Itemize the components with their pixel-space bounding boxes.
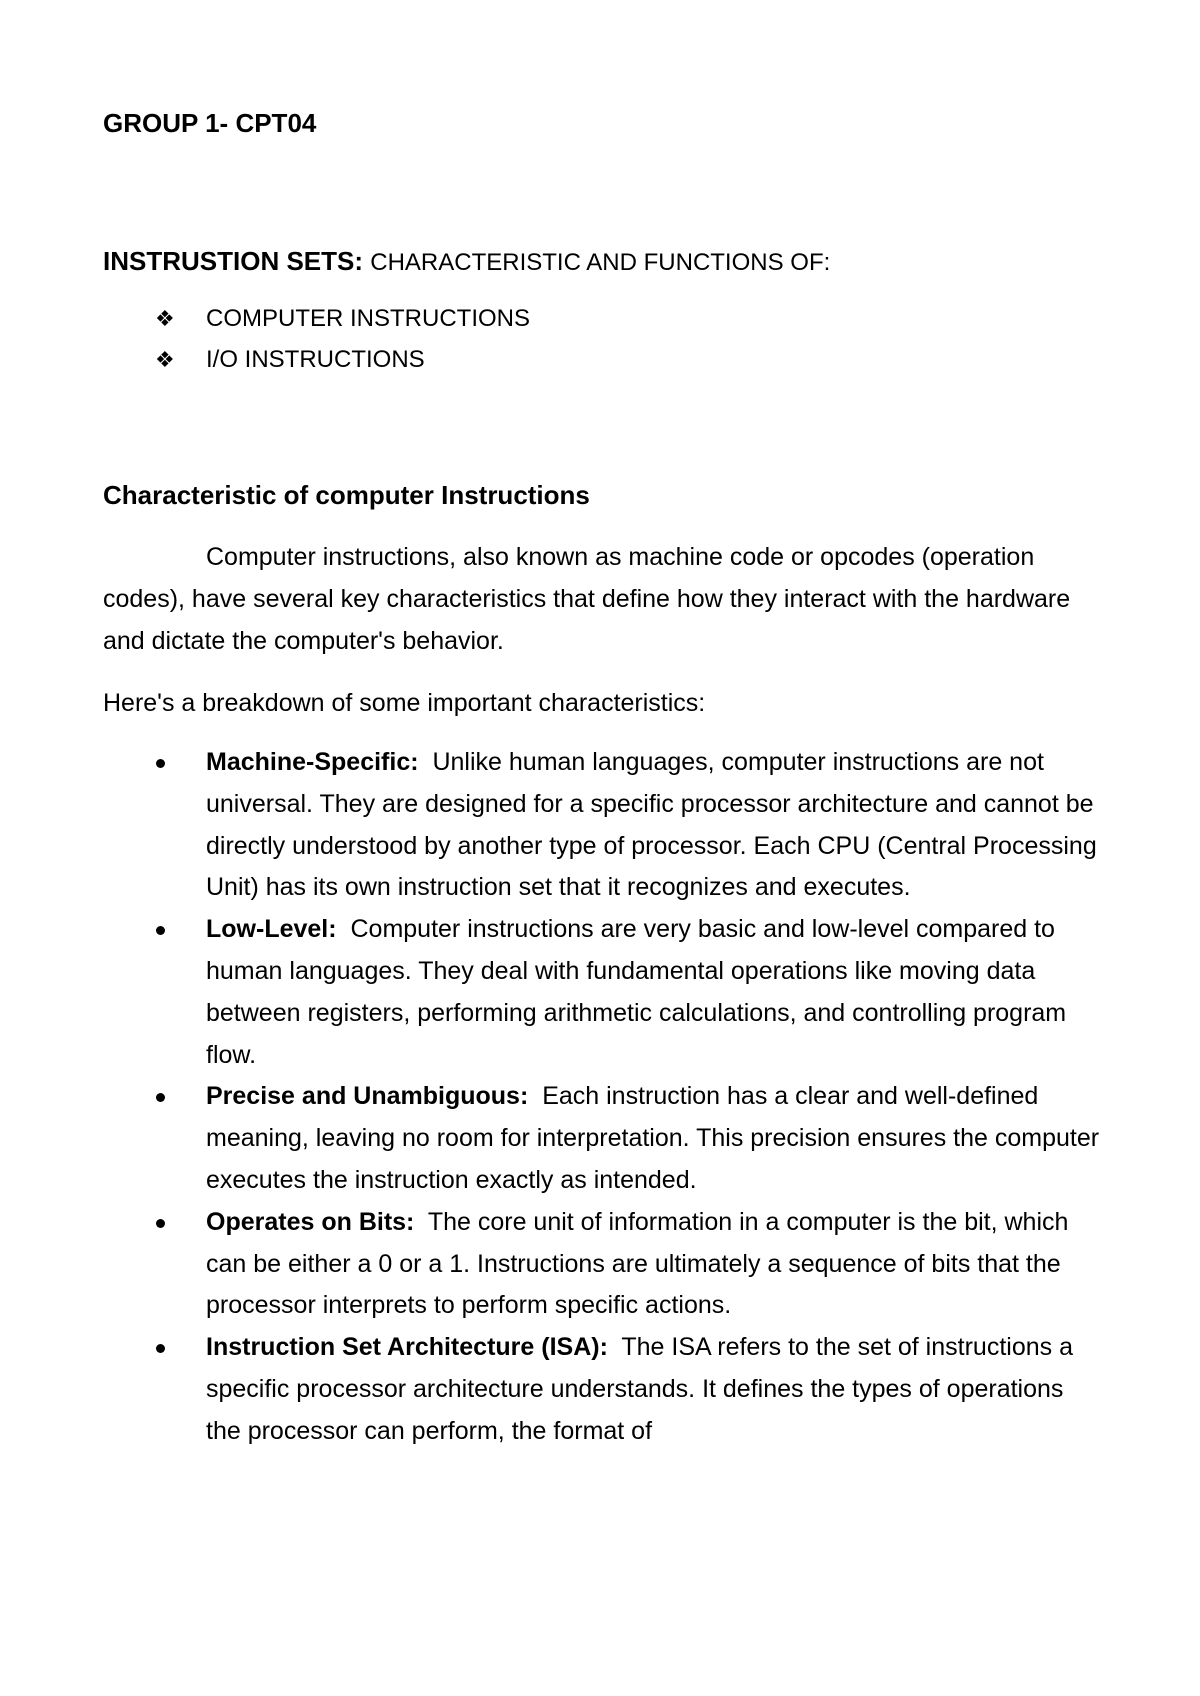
characteristic-text: Unlike human languages, computer instructions are not universal. They are designed for a specific processor architecture and cannot be directly understood by another type of processor. Each CPU (Central Processing Unit) has its own instruction set that it recognizes and executes. — [206, 748, 1097, 902]
diamond-bullet-icon: ❖ — [155, 347, 175, 372]
topic-text: COMPUTER INSTRUCTIONS — [206, 305, 530, 332]
diamond-bullet-icon: ❖ — [155, 306, 175, 331]
bullet-dot-icon — [156, 1344, 165, 1353]
characteristic-term: Low-Level: — [206, 915, 337, 944]
breakdown-line: Here's a breakdown of some important characteristics: — [103, 689, 706, 717]
characteristics-heading: Characteristic of computer Instructions — [103, 480, 590, 510]
list-item — [103, 298, 1100, 339]
bullet-dot-icon — [156, 926, 165, 935]
topic-list — [103, 298, 1100, 380]
list-item — [103, 742, 1100, 909]
list-item — [103, 1327, 1100, 1452]
characteristic-text: Each instruction has a clear and well-defined meaning, leaving no room for interpretation. This precision ensures the computer executes the instruction exactly as intended. — [206, 1082, 1100, 1194]
section-title-bold: INSTRUSTION SETS: — [103, 246, 364, 276]
section-title — [103, 246, 1100, 278]
characteristic-term: Machine-Specific: — [206, 748, 419, 776]
list-item — [103, 339, 1100, 380]
characteristic-term: Operates on Bits: — [206, 1207, 415, 1236]
characteristic-text: The core unit of information in a computer is the bit, which can be either a 0 or a 1. Instructions are ultimately a sequence of bits that the processor interprets to perform specific actions. — [206, 1207, 1069, 1320]
intro-paragraph: Computer instructions, also known as machine code or opcodes (operation codes), have several key characteristics that define how they interact with the hardware and dictate the computer's behavior. — [103, 543, 1071, 655]
bullet-dot-icon — [156, 759, 165, 768]
list-item — [103, 1076, 1100, 1201]
bullet-dot-icon — [156, 1219, 165, 1228]
characteristic-text: The ISA refers to the set of instructions a specific processor architecture understands. It defines the types of operations the processor can perform, the format of — [206, 1333, 1073, 1445]
characteristics-list — [103, 742, 1100, 1453]
list-item — [103, 1202, 1100, 1327]
section-title-rest: CHARACTERISTIC AND FUNCTIONS OF: — [370, 249, 831, 276]
topic-text: I/O INSTRUCTIONS — [206, 346, 425, 373]
characteristic-term: Instruction Set Architecture (ISA): — [206, 1333, 608, 1362]
characteristic-term: Precise and Unambiguous: — [206, 1082, 529, 1111]
characteristic-text: Computer instructions are very basic and low-level compared to human languages. They deal with fundamental operations like moving data between registers, performing arithmetic calculations, and controlling program flow. — [206, 915, 1067, 1069]
list-item — [103, 909, 1100, 1076]
group-title: GROUP 1- CPT04 — [103, 108, 317, 138]
bullet-dot-icon — [156, 1093, 165, 1102]
